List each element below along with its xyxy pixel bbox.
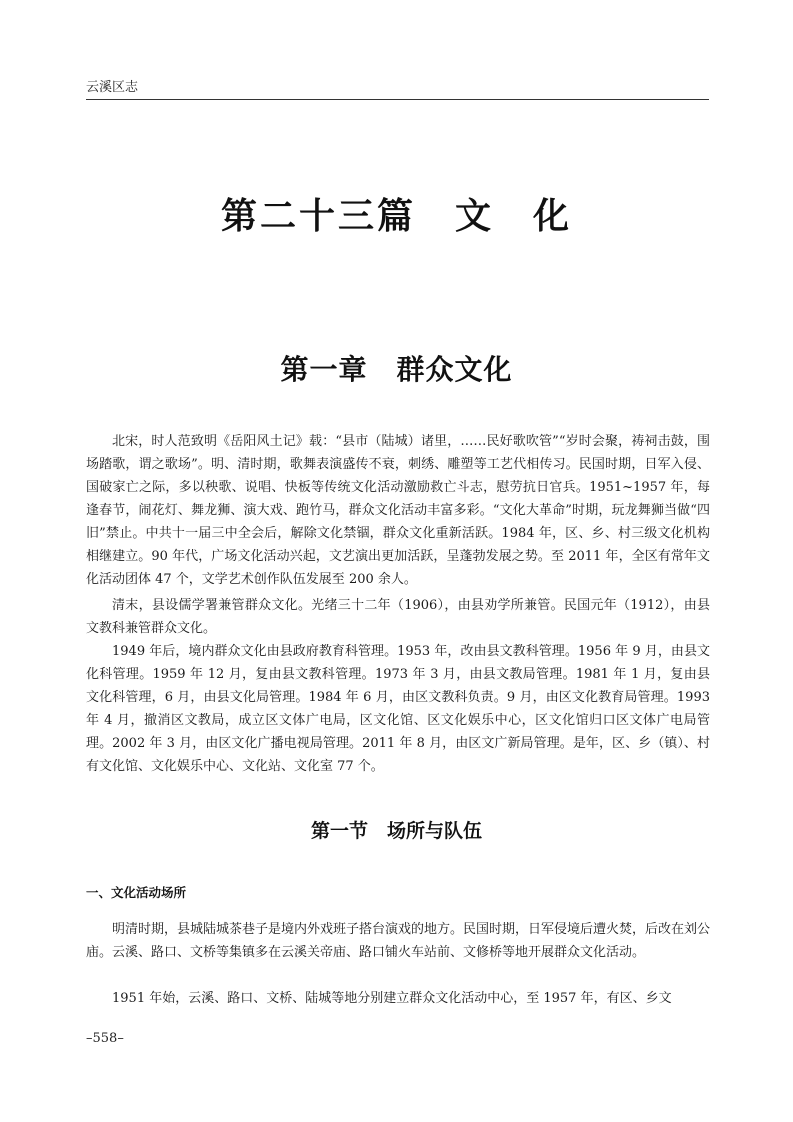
chapter-paragraph: 1949 年后，境内群众文化由县政府教育科管理。1953 年，改由县文教科管理。1956 年 9 月，由县文化科管理。1959 年 12 月，复由县文教科管理。1973 年 3 月，由县文教局管理。1981 年 1 月，复由县文化科管理，6 月，由县文化局管理。1984 年 6 月，由区文教科负责。9 月，由区文化教育局管理。1993 年 4 月，撤消区文教局，成立区文体广电局，区文化馆、区文化娱乐中心，区文化馆归口区文体广电局管理。2002 年 3 月，由区文化广播电视局管理。2011 年 8 月，由区文广新局管理。是年，区、乡（镇）、村有文化馆、文化娱乐中心、文化站、文化室 77 个。: [86, 644, 710, 774]
header-divider: [86, 99, 709, 100]
running-header: 云溪区志: [86, 80, 139, 95]
subheading: 一、文化活动场所: [86, 885, 187, 900]
part-title: 第二十三篇 文 化: [220, 195, 572, 237]
section-paragraph: 明清时期，县城陆城茶巷子是境内外戏班子搭台演戏的地方。民国时期，日军侵境后遭火焚，后改在刘公庙。云溪、路口、文桥等集镇多在云溪关帝庙、路口铺火车站前、文修桥等地开展群众文化活动。: [86, 922, 711, 960]
chapter-title: 第一章 群众文化: [280, 353, 513, 386]
section-paragraph: 1951 年始，云溪、路口、文桥、陆城等地分别建立群众文化活动中心，至 1957 年，有区、乡文: [112, 991, 672, 1006]
page-number: –558–: [86, 1031, 124, 1046]
chapter-paragraph: 清末，县设儒学署兼管群众文化。光绪三十二年（1906），由县劝学所兼管。民国元年（1912），由县文教科兼管群众文化。: [86, 598, 710, 636]
section-title: 第一节 场所与队伍: [310, 820, 482, 842]
chapter-paragraph: 北宋，时人范致明《岳阳风土记》载：“县市（陆城）诸里，……民好歌吹管”“岁时会聚，祷祠击鼓，围场踏歌，谓之歌场”。明、清时期，歌舞表演盛传不衰，刺绣、雕塑等工艺代相传习。民国时期，日军入侵、国破家亡之际，多以秧歌、说唱、快板等传统文化活动激励救亡斗志，慰劳抗日官兵。1951~1957 年，每逢春节，闹花灯、舞龙狮、演大戏、跑竹马，群众文化活动丰富多彩。“文化大革命”时期，玩龙舞狮当做“四旧”禁止。中共十一届三中全会后，解除文化禁锢，群众文化重新活跃。1984 年，区、乡、村三级文化机构相继建立。90 年代，广场文化活动兴起，文艺演出更加活跃，呈蓬勃发展之势。至 2011 年，全区有常年文化活动团体 47 个，文学艺术创作队伍发展至 200 余人。: [86, 434, 710, 587]
